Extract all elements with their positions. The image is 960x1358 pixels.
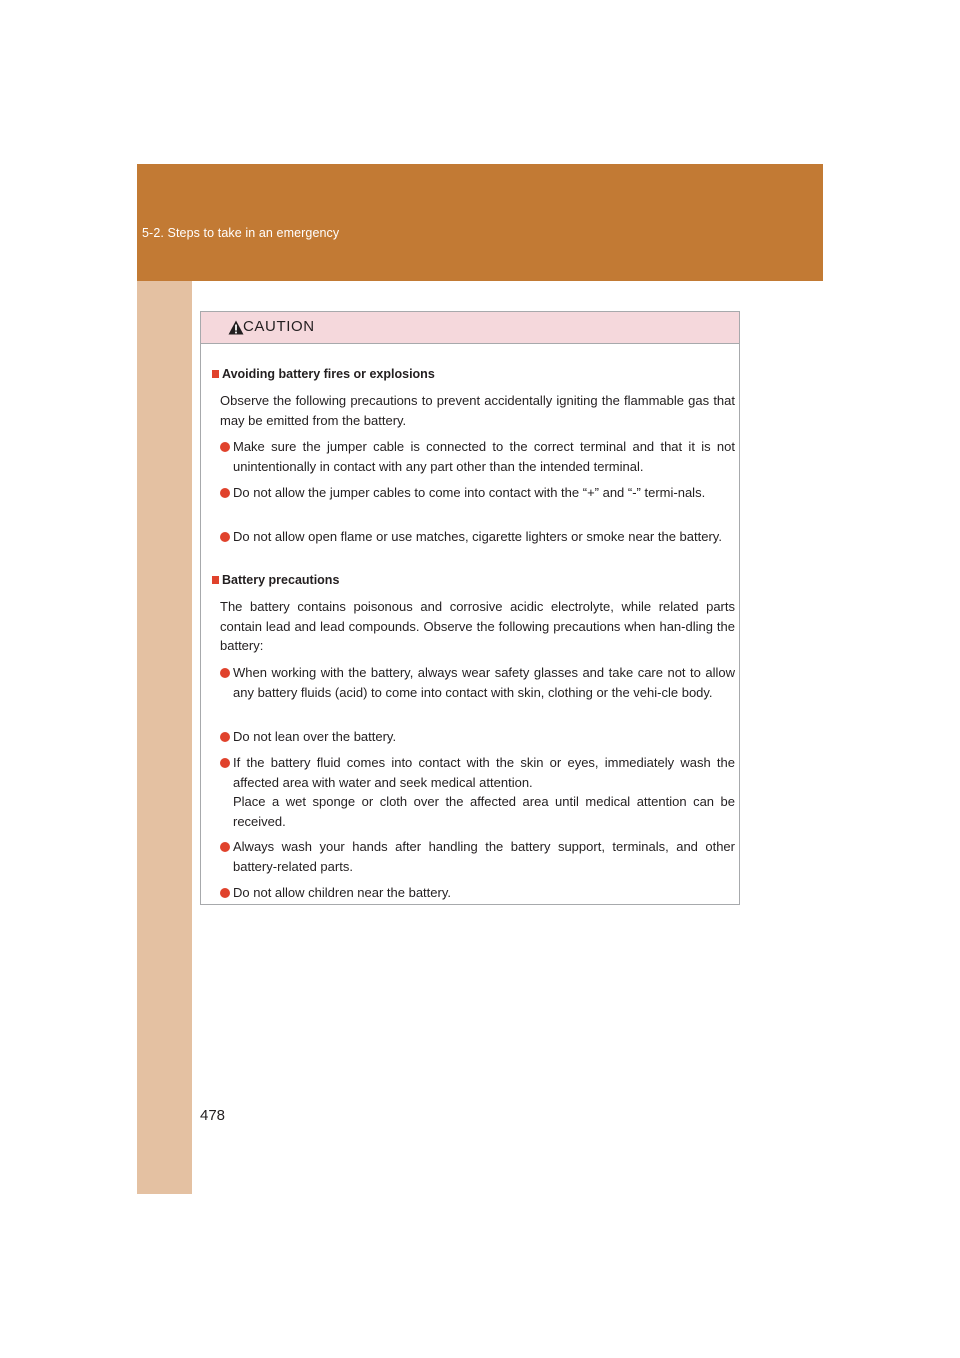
list-item: Make sure the jumper cable is connected to the correct terminal and that it is not unintentionally in contact with any part other than the intended terminal. (220, 437, 735, 476)
bullet-dot-icon (220, 488, 230, 498)
bullet-dot-icon (220, 442, 230, 452)
side-band (137, 281, 192, 1194)
square-bullet-icon (212, 370, 219, 378)
section-heading: Avoiding battery fires or explosions (212, 365, 435, 385)
list-item: Do not allow children near the battery. (220, 883, 735, 903)
bullet-dot-icon (220, 758, 230, 768)
warning-triangle-icon (228, 320, 244, 335)
list-item: When working with the battery, always wear safety glasses and take care not to allow any battery fluids (acid) to come into contact with skin, clothing or the vehi-cle body. (220, 663, 735, 702)
list-item: Do not allow the jumper cables to come into contact with the “+” and “-” termi-nals. (220, 483, 735, 503)
bullet-dot-icon (220, 668, 230, 678)
section-intro: The battery contains poisonous and corrosive acidic electrolyte, while related parts contain lead and lead compounds. Observe the following precautions when han-dling the battery: (220, 599, 735, 653)
caution-box (200, 311, 740, 905)
header-band (137, 164, 823, 281)
page-number: 478 (200, 1107, 226, 1124)
square-bullet-icon (212, 576, 219, 584)
bullet-dot-icon (220, 888, 230, 898)
section-title: 5-2. Steps to take in an emergency (142, 226, 340, 240)
caution-header (201, 312, 739, 344)
bullet-dot-icon (220, 842, 230, 852)
caution-title: CAUTION (243, 318, 315, 335)
section-heading: Battery precautions (212, 571, 339, 591)
bullet-dot-icon (220, 732, 230, 742)
list-item: Do not lean over the battery. (220, 727, 735, 747)
section-intro: Observe the following precautions to prevent accidentally igniting the flammable gas that may be emitted from the battery. (220, 393, 735, 428)
list-item: Always wash your hands after handling the battery support, terminals, and other battery-related parts. (220, 837, 735, 876)
list-item: Do not allow open flame or use matches, cigarette lighters or smoke near the battery. (220, 527, 735, 547)
list-item: If the battery fluid comes into contact with the skin or eyes, immediately wash the affected area with water and seek medical attention. Place a wet sponge or cloth over the affected area until medical attention can be received. (220, 753, 735, 831)
bullet-dot-icon (220, 532, 230, 542)
